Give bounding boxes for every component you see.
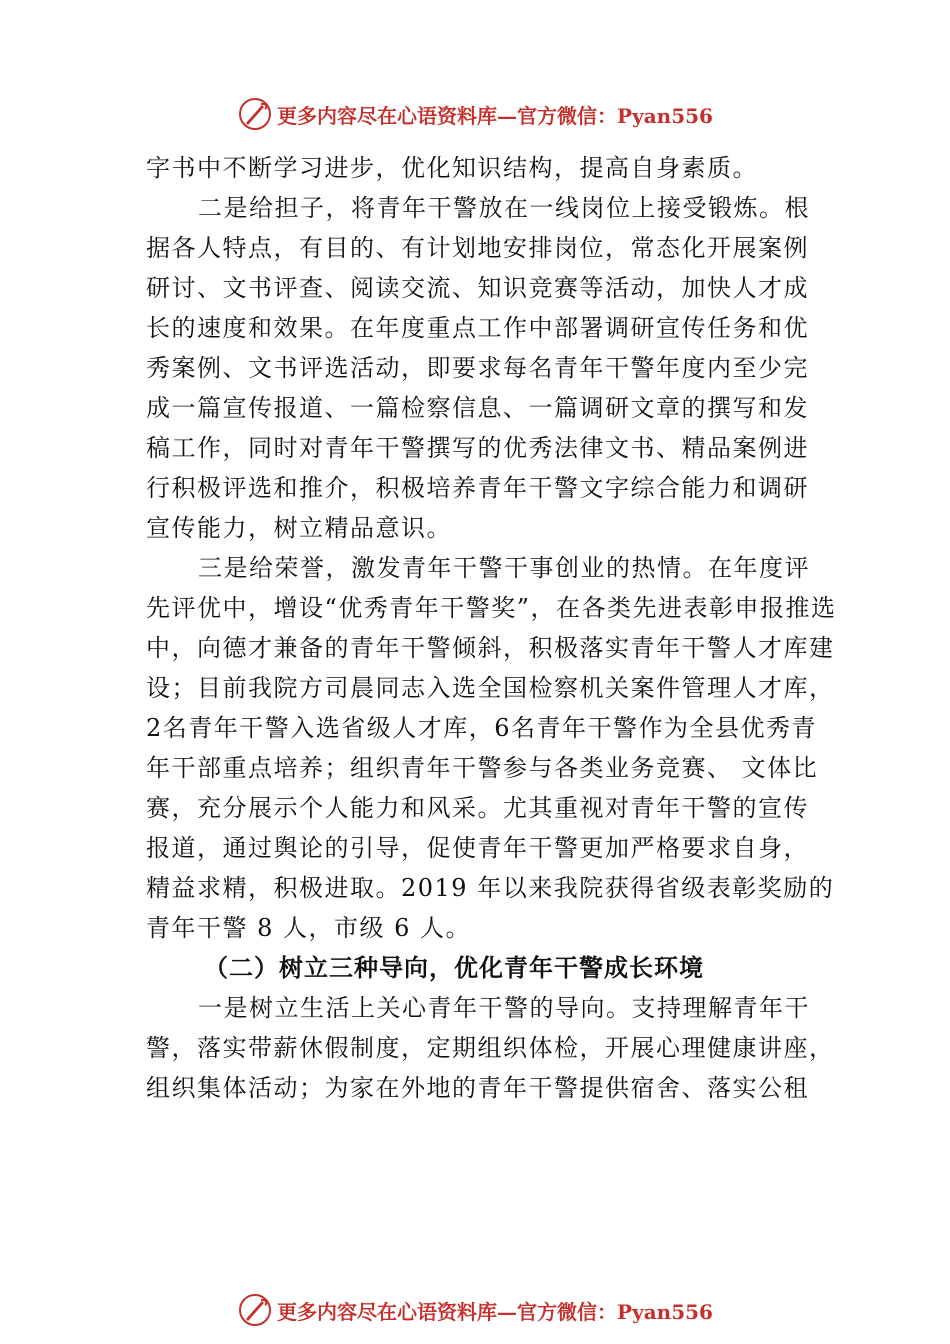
body-line: 秀案例、文书评选活动，即要求每名青年干警年度内至少完 — [146, 354, 809, 382]
body-line: 研讨、文书评查、阅读交流、知识竞赛等活动，加快人才成 — [146, 274, 809, 302]
footer-wechat-id: Pyan556 — [617, 1299, 713, 1324]
body-line: 2名青年干警入选省级人才库，6名青年干警作为全县优秀青 — [146, 714, 818, 742]
body-line: 精益求精，积极进取。2019 年以来我院获得省级表彰奖励的 — [146, 874, 835, 902]
body-line: 中，向德才兼备的青年干警倾斜，积极落实青年干警人才库建 — [146, 634, 835, 662]
body-line: 警，落实带薪休假制度，定期组织体检，开展心理健康讲座， — [146, 1034, 835, 1062]
body-line: 设；目前我院方司晨同志入选全国检察机关案件管理人才库， — [146, 674, 835, 702]
body-line: 行积极评选和推介，积极培养青年干警文字综合能力和调研 — [146, 474, 809, 502]
body-line: 青年干警 8 人，市级 6 人。 — [146, 914, 472, 942]
section-heading: （二）树立三种导向，优化青年干警成长环境 — [204, 953, 704, 982]
body-line: 三是给荣誉，激发青年干警干事创业的热情。在年度评 — [198, 554, 810, 582]
body-line: 宣传能力，树立精品意识。 — [146, 514, 452, 542]
body-line: 报道，通过舆论的引导，促使青年干警更加严格要求自身， — [146, 834, 809, 862]
body-line: 二是给担子，将青年干警放在一线岗位上接受锻炼。根 — [198, 194, 810, 222]
body-line: 组织集体活动；为家在外地的青年干警提供宿舍、落实公租 — [146, 1074, 809, 1102]
quill-logo-icon — [237, 96, 273, 132]
body-line: 成一篇宣传报道、一篇检察信息、一篇调研文章的撰写和发 — [146, 394, 809, 422]
body-line: 字书中不断学习进步，优化知识结构，提高自身素质。 — [146, 154, 758, 182]
body-line: 一是树立生活上关心青年干警的导向。支持理解青年干 — [198, 994, 810, 1022]
body-line: 先评优中，增设“优秀青年干警奖”，在各类先进表彰申报推选 — [146, 594, 837, 622]
document-body — [146, 148, 837, 1108]
footer-banner-text: 更多内容尽在心语资料库—官方微信：Pyan556 — [277, 1299, 713, 1324]
body-line: 赛，充分展示个人能力和风采。尤其重视对青年干警的宣传 — [146, 794, 809, 822]
header-wechat-id: Pyan556 — [617, 103, 713, 128]
body-line: 据各人特点，有目的、有计划地安排岗位，常态化开展案例 — [146, 234, 809, 262]
body-line: 稿工作，同时对青年干警撰写的优秀法律文书、精品案例进 — [146, 434, 809, 462]
quill-logo-icon — [237, 1292, 273, 1328]
body-line: 长的速度和效果。在年度重点工作中部署调研宣传任务和优 — [146, 314, 809, 342]
body-line: 年干部重点培养；组织青年干警参与各类业务竞赛、 文体比 — [146, 754, 819, 782]
header-banner-text: 更多内容尽在心语资料库—官方微信：Pyan556 — [277, 103, 713, 128]
header-banner — [0, 94, 950, 134]
footer-banner — [0, 1290, 950, 1330]
